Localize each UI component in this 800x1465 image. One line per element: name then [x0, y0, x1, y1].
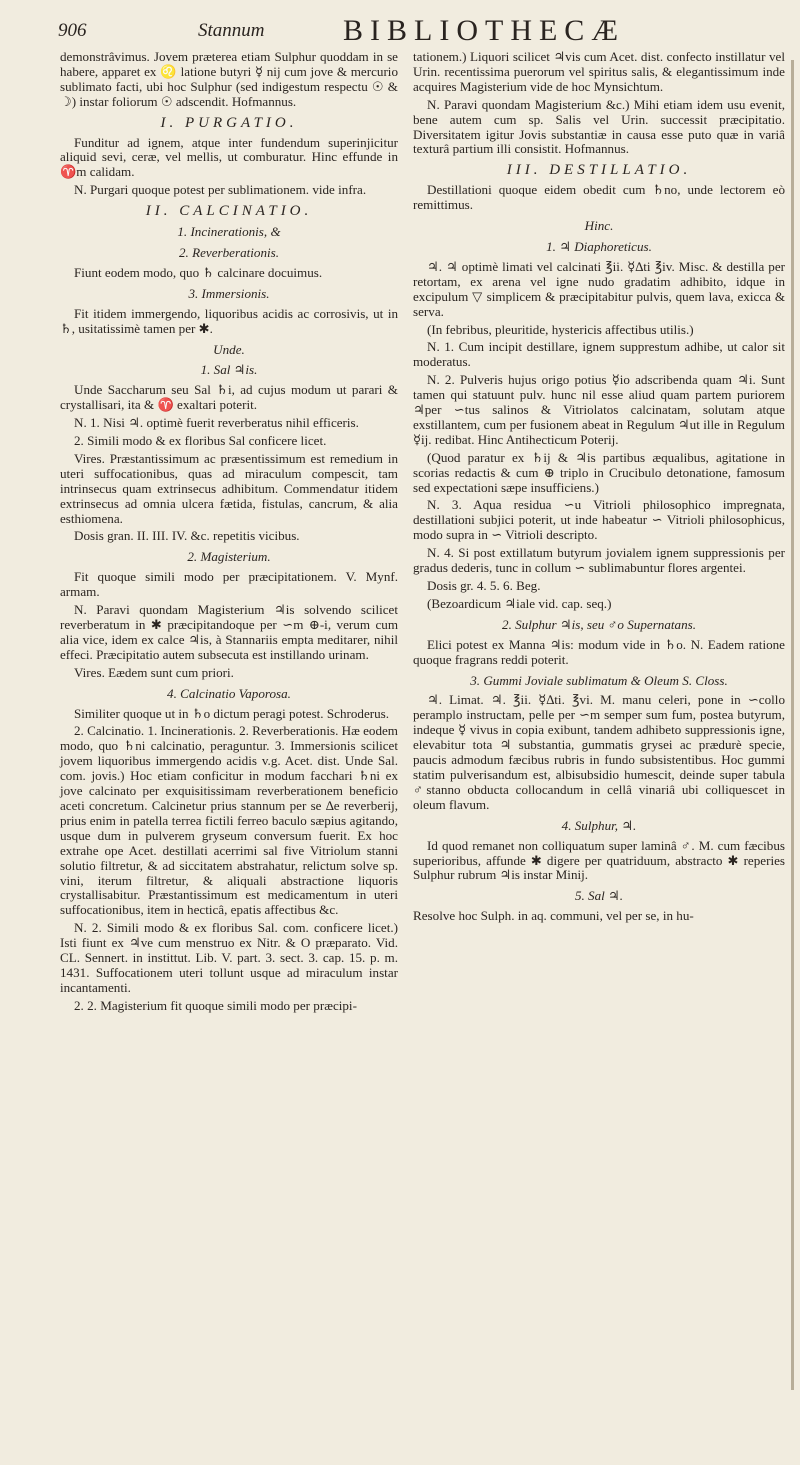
subheading: 5. Sal ♃. [574, 888, 624, 904]
paragraph: N. Paravi quondam Magisterium ♃is solvendo scilicet reverberatum in ✱ præcipitandoque per ∽m ⊕-i, verum cum alia vice, idem ex calce ♃is, à Stannariis empta meditarer, nihil effeci. Præcipitatio autem subsecuta est instillando urinam. [60, 602, 398, 662]
subheading: Hinc. [584, 218, 614, 234]
paragraph: Fiunt eodem modo, quo ♄ calcinare docuimus. [74, 264, 323, 280]
paragraph: Funditur ad ignem, atque inter fundendum superinjicitur aliquid sevi, ceræ, vel mellis, ut comburatur. Hinc effunde in ♈m calidam. [60, 134, 398, 180]
subheading: 1. ♃ Diaphoreticus. [546, 238, 652, 254]
paragraph: Fit quoque simili modo per præcipitationem. V. Mynf. armam. [60, 569, 398, 600]
paragraph: Fit itidem immergendo, liquoribus acidis ac corrosivis, ut in ♄, usitatissimè tamen per ✱. [60, 305, 398, 336]
paragraph: Dosis gr. 4. 5. 6. Beg. [427, 578, 541, 593]
paragraph: Elici potest ex Manna ♃is: modum vide in ♄o. N. Eadem ratione quoque fragrans reddi poterit. [413, 636, 785, 667]
paragraph: (Quod paratur ex ♄ij & ♃is partibus æqualibus, agitatione in scorias redactis & cum ⊕ triplo in Crucibulo detonatione, famosum sed expectationi sæpe insufficiens.) [413, 449, 785, 495]
paragraph: N. 1. Nisi ♃. optimè fuerit reverberatus nihil efficeris. [74, 415, 359, 431]
paragraph: N. 2. Simili modo & ex floribus Sal. com. conficere licet.) Isti fiunt ex ♃ve cum menstruo ex Nitr. & O præparato. Vid. CL. Sennert. in instittut. Lib. V. part. 3. sect. 3. cap. 15. p. m. 1431. Suffocationem uteri tollunt usque ad miraculum instar incantamenti. [60, 920, 398, 995]
paragraph: Vires. Præstantissimum ac præsentissimum est remedium in uteri suffocationibus, quas ad miraculum compescit, tam intrinsecus quam extrinsecus adhibitum. Commendatur itidem extrinsecus ad omnia ulcera fætida, fistulas, cancrum, & alia esthiomena. [60, 450, 398, 526]
paragraph: demonstrâvimus. Jovem præterea etiam Sulphur quoddam in se habere, apparet ex ♌ latione butyri ☿ nij cum jove & mercurio sublimato facti, ubi hoc Sulphur (sed indigestum respectu ☉ & ☽) instar foliorum ☉ adscendit. Hofmannus. [60, 49, 398, 109]
page-edge-shadow [791, 60, 794, 1390]
paragraph: (Bezoardicum ♃iale vid. cap. seq.) [427, 595, 612, 611]
subheading: 1. Incinerationis, & [177, 224, 281, 240]
paragraph: 2. 2. Magisterium fit quoque simili modo per præcipi- [74, 997, 357, 1013]
subheading: 2. Reverberationis. [179, 244, 279, 260]
paragraph: ♃. ♃ optimè limati vel calcinati ℥ii. ☿∆ti ℥iv. Misc. & destilla per retortam, ex arena vel igne nudo gradatim adhibito, idque in excipulum ▽ simplicem & præcipitabitur pulvis, quem lava, exicca & serva. [413, 258, 785, 319]
paragraph: Vires. Eædem sunt cum priori. [74, 664, 234, 680]
subheading: 3. Gummi Joviale sublimatum & Oleum S. Closs. [470, 672, 728, 688]
subheading: 4. Sulphur, ♃. [561, 817, 637, 833]
paragraph: N. 1. Cum incipit destillare, ignem supprestum adhibe, ut calor sit moderatus. [413, 339, 785, 370]
paragraph: tationem.) Liquori scilicet ♃vis cum Acet. dist. confecto instillatur vel Urin. recentissima puerorum vel spiritus salis, & elegantissimum inde acquires Magisterium vide de hoc Mynsichtum. [413, 49, 785, 94]
paragraph: Unde Saccharum seu Sal ♄i, ad cujus modum ut parari & crystallisari, ita & ♈ exaltari poterit. [60, 382, 398, 413]
paragraph: (In febribus, pleuritide, hystericis affectibus utilis.) [427, 321, 694, 337]
paragraph: N. 4. Si post extillatum butyrum jovialem ignem suppressionis per gradus dederis, tunc in collum ∽ sublimabuntur flores argentei. [413, 545, 785, 576]
subheading: Unde. [213, 341, 245, 357]
subheading: 3. Immersionis. [188, 285, 270, 301]
running-section: Stannum [198, 20, 265, 41]
paragraph: N. 2. Pulveris hujus origo potius ☿io adscribenda quam ♃i. Sunt tamen qui statuunt pulv. hunc nil esse aliud quam partem puriorem ♃per ∽tus salinos & Vitriolatos calcinatam, solutam atque exstillantem, cum per fusionem abeat in Regulum ♃ut ille in Regulum ☿ij. redibat. Hinc Antihecticum Poterij. [413, 372, 785, 447]
subheading: 2. Magisterium. [187, 549, 271, 565]
subheading: 1. Sal ♃is. [200, 362, 258, 378]
paragraph: ♃. Limat. ♃. ℥ii. ☿∆ti. ℥vi. M. manu celeri, pone in ∽collo peramplo instructam, pelle per ∽m semper sum fum, postea butyrum, indeque ☿ vivus in copia exibunt, tandem adhibeto suppressionis igne, elevabitur tota ♃ substantia, gummatis grysei ac prædurè specie, paucis admodum fæcibus rubris in fundo subsistentibus. Hoc gummi statim pulverisandum est, albisubsidio humescit, deinde super tabula ♂stanno obducta collocandum in cellâ vinariâ ubi colliquescet in oleum flavum. [413, 692, 785, 812]
paragraph: N. Purgari quoque potest per sublimationem. vide infra. [74, 182, 367, 198]
paragraph: Resolve hoc Sulph. in aq. communi, vel per se, in hu- [413, 908, 694, 924]
subheading: 4. Calcinatio Vaporosa. [167, 685, 291, 701]
left-column [60, 50, 398, 1017]
section-heading: II. CALCINATIO. [145, 203, 313, 220]
paragraph: Id quod remanet non colliquatum super laminâ ♂. M. cum fæcibus superioribus, affunde ✱ digere per quatriduum, abstracto ✱ reperies Sulphur rubrum ♃is instar Minij. [413, 837, 785, 883]
paragraph: Dosis gran. II. III. IV. &c. repetitis vicibus. [74, 528, 300, 544]
running-title: BIBLIOTHECÆ [343, 14, 625, 47]
paragraph: 2. Simili modo & ex floribus Sal conficere licet. [74, 433, 327, 449]
subheading: 2. Sulphur ♃is, seu ♂o Supernatans. [502, 616, 696, 632]
paragraph: Similiter quoque ut in ♄o dictum peragi potest. Schroderus. [74, 705, 390, 721]
section-heading: I. PURGATIO. [160, 114, 298, 131]
paragraph: 2. Calcinatio. 1. Incinerationis. 2. Reverberationis. Hæ eodem modo, quo ♄ni calcinatio, peraguntur. 3. Immersionis scilicet jovem liquoribus immergendo acidis v.g. Acet. dist. Unde Sal. com. jovis.) Hoc etiam conficitur in modum facchari ♄ni ex jove calcinato per exquisitissimam reverberationem beneficio aceti concretum. Calcinetur prius stannum per se ∆e reverberij, prius enim in patella terrea fictili ferreo baculo sæpius agitando, usque dum in pulverem gryseum conversum fuerit. Ex hoc extrahe ope Acet. destillati acerrimi sal five Vitriolum stanni solutio filtretur, & ad siccitatem abstrahatur, relictum solve sp. vini, iterum filtretur, & aliquali abstractione liquoris crystallisabitur. Præstantissimum est medicamentum in uteri suffocationibus, item in hecticâ, epatis affectibus &c. [60, 723, 398, 918]
section-heading: III. DESTILLATIO. [506, 162, 692, 179]
paragraph: N. 3. Aqua residua ∽u Vitrioli philosophico impregnata, destillationi subjici poterit, ut inde habeatur ∽ Vitrioli philosophicus, modo supra in ∽ Vitrioli descripto. [413, 497, 785, 543]
paragraph: N. Paravi quondam Magisterium &c.) Mihi etiam idem usu evenit, bene autem cum sp. Salis vel Urin. successit præcipitatio. Diversitatem igitur Jovis substantiæ in causa esse puto quæ in variâ texturâ partium illi consistit. Hofmannus. [413, 96, 785, 157]
paragraph: Destillationi quoque eidem obedit cum ♄no, unde lectorem eò remittimus. [413, 182, 785, 213]
right-column [413, 50, 785, 927]
page-header [58, 14, 778, 48]
page-number: 906 [58, 20, 87, 41]
